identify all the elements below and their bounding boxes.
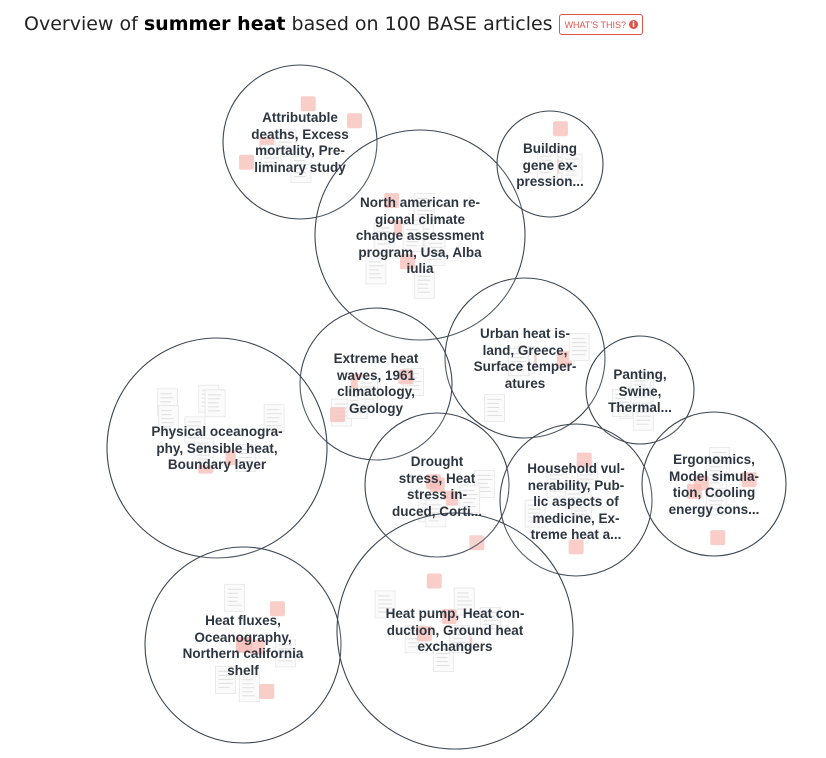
title-query: summer heat	[143, 13, 286, 35]
bubble-label-line: Surface temper-	[473, 359, 577, 374]
bubble-label-line: energy cons...	[668, 501, 760, 517]
bubble-label-line: phy, Sensible heat,	[156, 440, 278, 456]
bubble-label-line: treme heat a...	[530, 527, 622, 542]
title-suffix: based on 100 BASE articles	[285, 13, 553, 35]
bubble-label-line: climatology,	[337, 384, 415, 399]
bubble-label-line: medicine, Ex-	[532, 510, 620, 526]
bubble-label-line: duction, Ground heat	[386, 622, 524, 638]
bubble-label-line: atures	[504, 375, 546, 391]
bubble-label-line: pression...	[516, 174, 584, 189]
bubble-heat-fluxes[interactable]	[145, 547, 341, 743]
bubble-label-line: Panting,	[613, 367, 667, 382]
bubble-label-line: Building	[523, 141, 577, 156]
bubble-label-line: liminary study	[254, 159, 346, 175]
bubble-label-line: gene ex-	[522, 157, 578, 173]
bubble-label-line: duced, Corti...	[391, 503, 482, 519]
info-icon: i	[629, 20, 638, 29]
bubble-label-line: tion, Cooling	[672, 485, 756, 500]
whats-this-label: WHAT'S THIS?	[564, 19, 626, 30]
bubble-label-line: Thermal...	[608, 400, 672, 415]
bubble-label-line: stress in-	[406, 487, 468, 502]
bubble-label-line: gional climate	[374, 211, 466, 227]
bubble-label-line: mortality, Pre-	[255, 143, 345, 158]
bubble-label-line: Oceanography,	[194, 629, 292, 645]
bubble-label-line: lic aspects of	[533, 494, 619, 509]
bubble-label-line: Attributable	[262, 110, 338, 125]
bubble-label-line: Geology	[348, 400, 403, 416]
bubble-label-line: nerability, Pub-	[527, 477, 625, 493]
bubble-label-line: Heat fluxes,	[205, 613, 281, 628]
bubble-physical-oceanography[interactable]	[107, 338, 327, 558]
bubble-ergonomics[interactable]	[642, 412, 786, 556]
bubble-building-gene[interactable]	[497, 111, 603, 217]
bubble-label-line: program, Usa, Alba	[358, 244, 482, 260]
bubble-heat-pump[interactable]	[337, 513, 573, 749]
bubble-label-line: Urban heat is-	[479, 326, 571, 341]
bubble-label-line: deaths, Excess	[251, 126, 349, 142]
bubble-label-line: shelf	[227, 662, 259, 678]
bubble-label-line: Physical oceanogra-	[151, 424, 283, 439]
bubble-label-line: Extreme heat	[333, 351, 419, 366]
bubble-label-line: waves, 1961	[336, 367, 416, 383]
bubble-label-line: exchangers	[417, 639, 493, 654]
bubble-label-line: Ergonomics,	[673, 452, 755, 467]
bubble-label-line: Swine,	[618, 383, 662, 399]
bubble-label-line: land, Greece,	[482, 342, 568, 358]
bubble-label-line: Heat pump, Heat con-	[385, 606, 525, 621]
title-prefix: Overview of	[24, 13, 144, 35]
bubble-label-line: Drought	[410, 454, 464, 469]
bubble-urban-heat-island[interactable]	[445, 278, 605, 438]
bubble-label-line: change assessment	[355, 228, 485, 243]
bubble-label-line: iulia	[406, 261, 434, 276]
bubble-label-line: stress, Heat	[398, 470, 476, 486]
bubble-label-line: North american re-	[359, 195, 481, 210]
bubble-label-line: Northern california	[182, 646, 304, 661]
bubble-label-line: Model simula-	[668, 468, 759, 484]
bubble-label-line: Boundary layer	[167, 457, 267, 472]
bubble-label-line: Household vul-	[527, 461, 625, 476]
